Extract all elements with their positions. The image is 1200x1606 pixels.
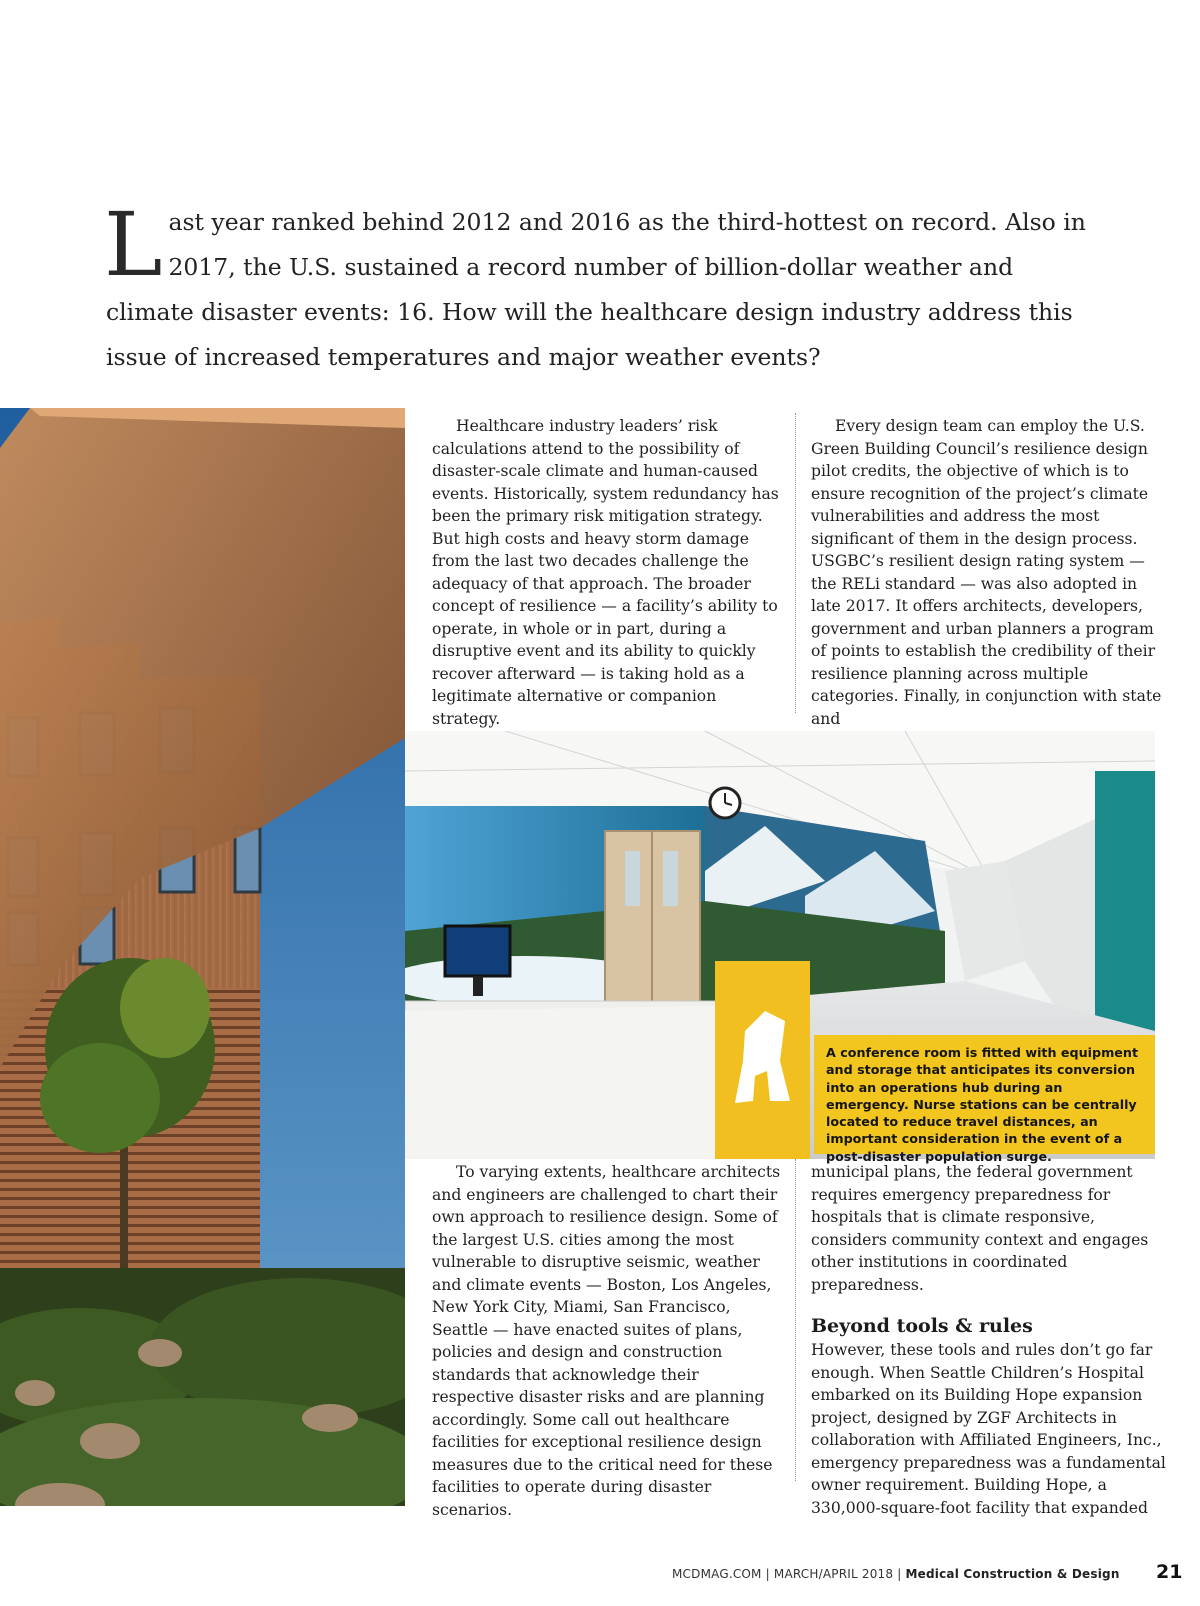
column-2-bottom (811, 1161, 1166, 1519)
paragraph: To varying extents, healthcare architects and engineers are challenged to chart their own approach to resilience design. Some of the largest U.S. cities among the most vulnerable to disruptive seismic, weather and climate events — Boston, Los Angeles, New York City, Miami, San Francisco, Seattle — have enacted suites of plans, policies and design and construction standards that acknowledge their respective disaster risks and are planning accordingly. Some call out healthcare facilities for exceptional resilience design measures due to the critical need for these facilities to operate during disaster scenarios. (432, 1163, 781, 1519)
lead-paragraph (104, 193, 1106, 380)
photo-caption: A conference room is fitted with equipment and storage that anticipates its conversion into an operations hub during an emergency. Nurse stations can be centrally located to reduce travel distances, an important consideration in the event of a post-disaster population surge. (814, 1035, 1155, 1154)
paragraph: municipal plans, the federal government requires emergency preparedness for hospitals that is climate responsive, considers community context and engages other institutions in coordinated preparedness. (811, 1163, 1149, 1294)
footer-site: MCDMAG.COM (672, 1567, 762, 1581)
paragraph: Every design team can employ the U.S. Green Building Council’s resilience design pilot credits, the objective of which is to ensure recognition of the project’s climate vulnerabilities and address the most significant of them in the design process. USGBC’s resilient design rating system — the RELi standard — was also adopted in late 2017. It offers architects, developers, government and urban planners a program of points to establish the credibility of their resilience planning across multiple categories. Finally, in conjunction with state and (811, 417, 1162, 728)
column-2-top (811, 415, 1166, 730)
paragraph: However, these tools and rules don’t go far enough. When Seattle Children’s Hospital embarked on its Building Hope expansion project, designed by ZGF Architects in collaboration with Affiliated Engineers, Inc., emergency preparedness was a fundamental owner requirement. Building Hope, a 330,000-square-foot facility that expanded (811, 1341, 1166, 1517)
drop-cap: L (104, 193, 163, 296)
lead-text: ast year ranked behind 2012 and 2016 as the third-hottest on record. Also in 2017, the U.S. sustained a record number of billion-dollar weather and climate disaster events: 16. How will the healthcare design industry address this issue of increased temperatures and major weather events? (106, 208, 1086, 371)
page-footer: MCDMAG.COM | MARCH/APRIL 2018 | Medical Construction & Design (672, 1567, 1120, 1581)
page-number: 21 (1156, 1561, 1183, 1583)
column-1-bottom (432, 1161, 785, 1521)
footer-issue: MARCH/APRIL 2018 (773, 1567, 894, 1581)
footer-publication: Medical Construction & Design (905, 1567, 1120, 1581)
section-heading: Beyond tools & rules (811, 1315, 1033, 1337)
column-divider-top (795, 413, 796, 713)
column-divider-bottom (795, 1159, 796, 1481)
paragraph: Healthcare industry leaders’ risk calculations attend to the possibility of disaster-scale climate and human-caused events. Historically, system redundancy has been the primary risk mitigation strategy. But high costs and heavy storm damage from the last two decades challenge the adequacy of that approach. The broader concept of resilience — a facility’s ability to operate, in whole or in part, during a disruptive event and its ability to quickly recover afterward — is taking hold as a legitimate alternative or companion strategy. (432, 417, 779, 728)
column-1-top (432, 415, 785, 730)
exterior-photo (0, 408, 405, 1506)
